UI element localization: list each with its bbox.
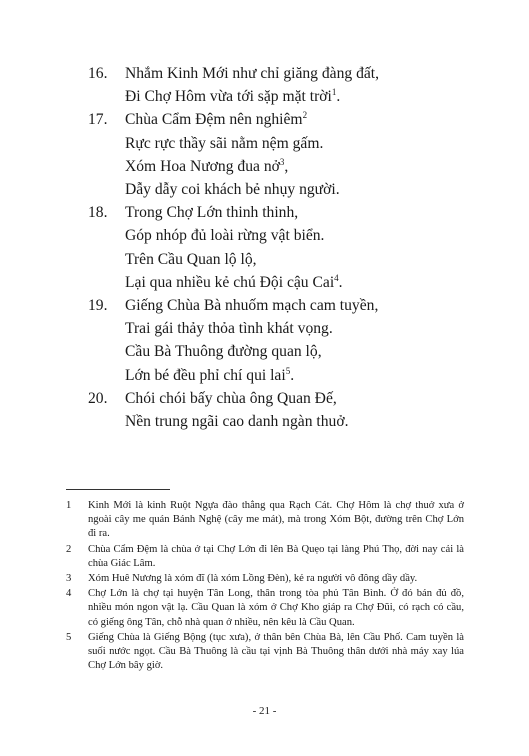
stanza-17 bbox=[88, 108, 488, 201]
stanza-lines bbox=[125, 294, 488, 387]
stanza-number: 16. bbox=[88, 65, 108, 82]
footnote-5 bbox=[66, 631, 464, 674]
stanza-lines bbox=[125, 108, 488, 201]
footnote-text: Giếng Chùa là Giếng Bộng (tục xưa), ở thân bên Chùa Bà, lên Cầu Phố. Cam tuyền là suối nước ngọt. Cầu Bà Thuông là cầu tại vịnh Bà Thuông thân dưới nhà máy xay lúa Chợ Lớn bây giờ. bbox=[88, 631, 464, 672]
footnote-divider bbox=[66, 489, 170, 490]
verse-line: Trong Chợ Lớn thinh thinh, bbox=[125, 204, 299, 222]
footnote-number: 1 bbox=[66, 500, 72, 511]
verse-line: Cầu Bà Thuông đường quan lộ, bbox=[125, 343, 322, 361]
footnote-text: Chùa Cẩm Đệm là chùa ở tại Chợ Lớn đi lên Bà Quẹo tại làng Phú Thọ, đời nay cải là chùa Giác Lâm. bbox=[88, 543, 464, 569]
footnote-text: Xóm Huê Nương là xóm đĩ (là xóm Lồng Đèn), kẻ ra người vô đông dầy dầy. bbox=[88, 573, 418, 585]
footnote-number: 2 bbox=[66, 543, 72, 555]
footnote-number: 4 bbox=[66, 588, 72, 600]
stanza-lines bbox=[125, 62, 488, 108]
verse-line: Trên Cầu Quan lộ lộ, bbox=[125, 250, 257, 268]
footnote-3 bbox=[66, 572, 464, 586]
stanza-20 bbox=[88, 387, 488, 433]
stanza-lines bbox=[125, 201, 488, 294]
footnote-2 bbox=[66, 543, 464, 571]
verse-line: Đi Chợ Hôm vừa tới sặp mặt trời$^1$. bbox=[125, 87, 341, 106]
footnote-number: 3 bbox=[66, 573, 72, 585]
verse-line: Nhắm Kinh Mới như chỉ giăng đàng đất, bbox=[125, 65, 380, 82]
stanza-16 bbox=[88, 62, 488, 108]
stanza-number: 19. bbox=[88, 297, 108, 315]
stanza-19 bbox=[88, 294, 488, 387]
footnote-number: 5 bbox=[66, 631, 72, 643]
footnote-1 bbox=[66, 499, 464, 542]
verse-line: Chùa Cẩm Đệm nên nghiêm$^2$ bbox=[125, 110, 308, 129]
stanza-lines bbox=[125, 387, 488, 433]
footnote-ref[interactable]: 4 bbox=[334, 272, 339, 283]
stanza-number: 17. bbox=[88, 111, 108, 129]
footnote-ref[interactable]: 2 bbox=[302, 110, 308, 121]
footnote-ref[interactable]: 3 bbox=[279, 156, 285, 167]
poem-body bbox=[88, 62, 488, 433]
verse-line: Lớn bé đều phỉ chí qui lai$^5$. bbox=[125, 365, 295, 384]
stanza-18 bbox=[88, 201, 488, 294]
footnote-text: Kinh Mới là kinh Ruột Ngựa đào thẳng qua Rạch Cát. Chợ Hôm là chợ thuở xưa ở ngoài cây me quán Bánh Nghệ (cây me mát), mà trong Xóm Bột, đường trên Chợ Lớn đi ra. bbox=[88, 500, 464, 540]
stanza-number: 18. bbox=[88, 204, 108, 222]
verse-line: Giếng Chùa Bà nhuốm mạch cam tuyền, bbox=[125, 297, 379, 315]
verse-line: Nền trung ngãi cao danh ngàn thuở. bbox=[125, 413, 349, 431]
verse-line: Lại qua nhiều kẻ chú Đội cậu Cai$^4$. bbox=[125, 272, 343, 291]
footnote-ref[interactable]: 5 bbox=[285, 365, 291, 376]
verse-line: Chói chói bấy chùa ông Quan Đế, bbox=[125, 389, 337, 407]
footnotes bbox=[66, 499, 464, 674]
verse-line: Trai gái thảy thỏa tình khát vọng. bbox=[125, 320, 333, 338]
page-number: - 21 - bbox=[252, 705, 277, 717]
verse-line: Góp nhóp đủ loài rừng vật biển. bbox=[125, 227, 325, 245]
verse-line: Xóm Hoa Nương đua nở$^3$, bbox=[125, 156, 289, 175]
stanza-number: 20. bbox=[88, 389, 108, 407]
footnote-text: Chợ Lớn là chợ tại huyện Tân Long, thân trong tòa phủ Tân Bình. Ở đó bán đủ đồ, nhiều món ngon vật lạ. Cầu Quan là xóm ở Chợ Kho giáp ra Chợ Đũi, có rạch có cầu, có giếng ông Tân, chỗ nhà quan ở nhiều, nên kêu là Cầu Quan. bbox=[88, 588, 464, 628]
footnote-4 bbox=[66, 587, 464, 630]
footnote-ref[interactable]: 1 bbox=[331, 87, 337, 98]
verse-line: Dẫy dẫy coi khách bẻ nhụy người. bbox=[125, 181, 340, 199]
verse-line: Rực rực thầy sãi nằm nệm gấm. bbox=[125, 134, 324, 152]
